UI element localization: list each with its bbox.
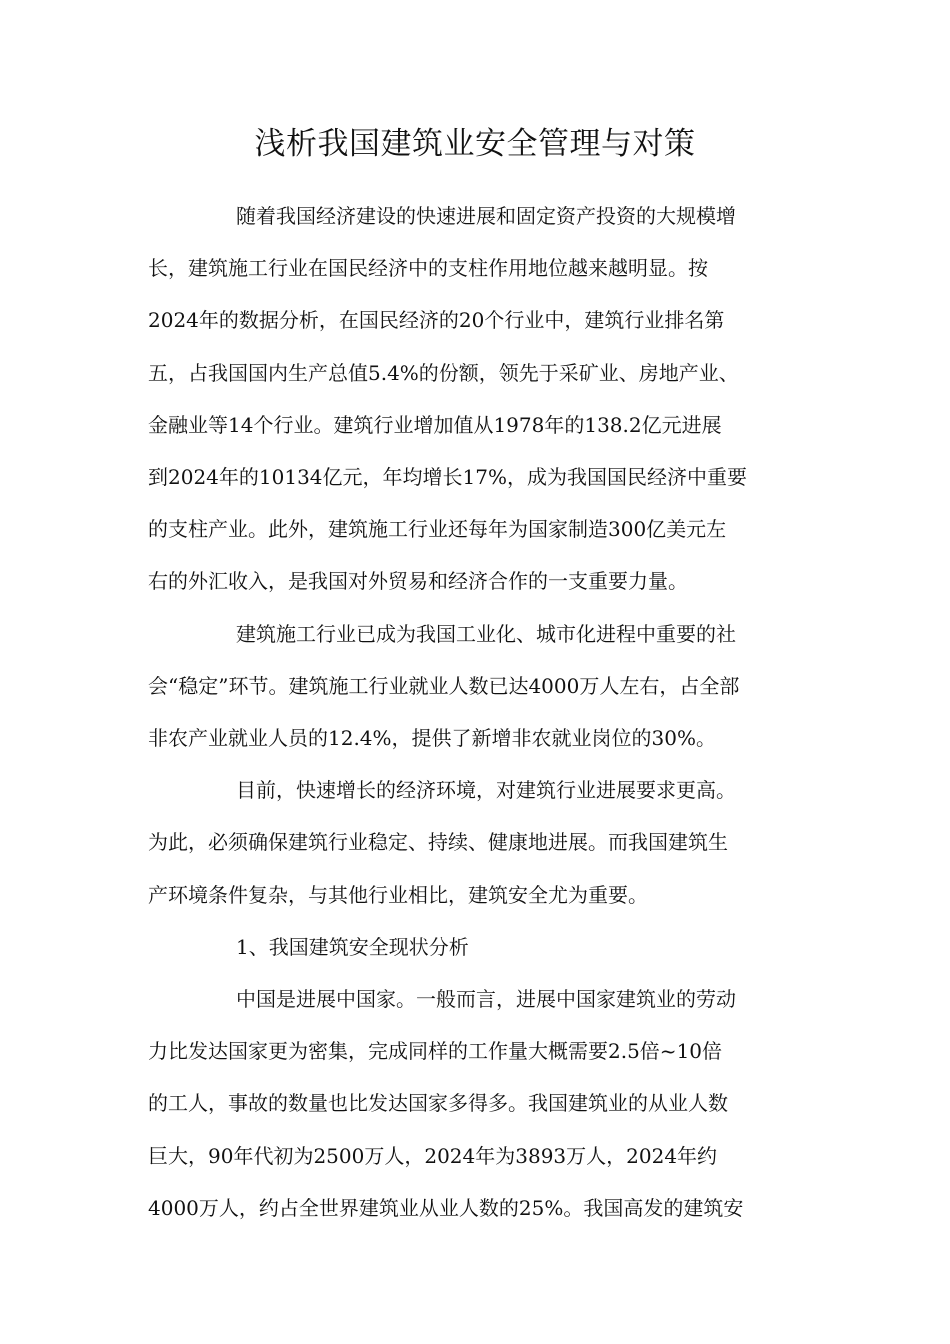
paragraph-line: 建筑施工行业已成为我国工业化、城市化进程中重要的社 (236, 621, 736, 646)
paragraph-line: 右的外汇收入，是我国对外贸易和经济合作的一支重要力量。 (148, 569, 688, 594)
paragraph-line: 长，建筑施工行业在国民经济中的支柱作用地位越来越明显。按 (148, 256, 708, 281)
paragraph-line: 到2024年的10134亿元，年均增长17%，成为我国国民经济中重要 (148, 465, 747, 490)
paragraph-line: 力比发达国家更为密集，完成同样的工作量大概需要2.5倍~10倍 (148, 1039, 723, 1064)
paragraph-line: 的工人，事故的数量也比发达国家多得多。我国建筑业的从业人数 (148, 1091, 728, 1116)
paragraph-line: 1、我国建筑安全现状分析 (236, 934, 469, 959)
paragraph-line: 五，占我国国内生产总值5.4%的份额，领先于采矿业、房地产业、 (148, 360, 739, 385)
paragraph-line: 产环境条件复杂，与其他行业相比，建筑安全尤为重要。 (148, 882, 648, 907)
section-heading-1 (148, 921, 808, 973)
document-body (148, 190, 808, 1234)
paragraph-line: 2024年的数据分析，在国民经济的20个行业中，建筑行业排名第 (148, 308, 725, 333)
paragraph-line: 随着我国经济建设的快速进展和固定资产投资的大规模增 (236, 204, 736, 228)
paragraph-line: 会“稳定”环节。建筑施工行业就业人数已达4000万人左右，占全部 (148, 673, 740, 698)
paragraph-2 (148, 608, 808, 765)
paragraph-line: 巨大，90年代初为2500万人，2024年为3893万人，2024年约 (148, 1143, 718, 1168)
paragraph-line: 4000万人，约占全世界建筑业从业人数的25%。我国高发的建筑安 (148, 1195, 744, 1220)
paragraph-line: 中国是进展中国家。一般而言，进展中国家建筑业的劳动 (236, 987, 736, 1012)
paragraph-line: 金融业等14个行业。建筑行业增加值从1978年的138.2亿元进展 (148, 412, 722, 437)
document-title: 浅析我国建筑业安全管理与对策 (254, 126, 696, 162)
paragraph-line: 非农产业就业人员的12.4%，提供了新增非农就业岗位的30%。 (148, 726, 716, 751)
paragraph-line: 为此，必须确保建筑行业稳定、持续、健康地进展。而我国建筑生 (148, 830, 728, 855)
paragraph-3 (148, 764, 808, 921)
paragraph-4 (148, 973, 808, 1234)
paragraph-line: 目前，快速增长的经济环境，对建筑行业进展要求更高。 (236, 778, 736, 803)
paragraph-line: 的支柱产业。此外，建筑施工行业还每年为国家制造300亿美元左 (148, 517, 727, 542)
paragraph-1 (148, 190, 808, 608)
